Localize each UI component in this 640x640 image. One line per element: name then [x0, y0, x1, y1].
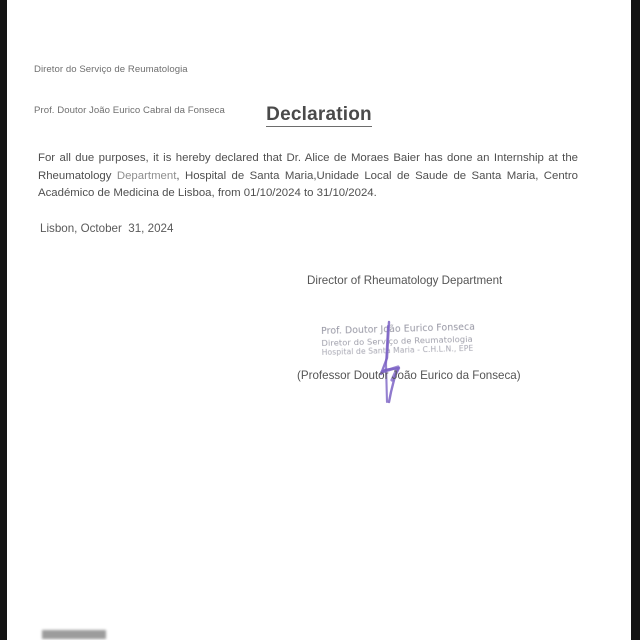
stamp-line-3: Hospital de Santa Maria - C.H.L.N., EPE [321, 344, 474, 358]
declaration-body-highlight: Department [116, 169, 177, 182]
signatory-role-line: Director of Rheumatology Department [307, 274, 503, 287]
stamp-line-1: Prof. Doutor João Eurico Fonseca [321, 321, 476, 337]
page-title [7, 104, 631, 126]
letterhead-line-2: Prof. Doutor João Eurico Cabral da Fonseca [34, 104, 225, 116]
declaration-body-part-1: For all due purposes, it is hereby declared that Dr. Alice de Moraes Baier has done an Internship at the Rheumatology [38, 152, 578, 182]
declaration-body [38, 150, 578, 203]
official-stamp [321, 320, 522, 358]
signatory-name: (Professor Doutor João Eurico da Fonseca) [297, 369, 521, 382]
letterbox-band-right [631, 0, 640, 640]
page-title-text: Declaration [266, 104, 372, 125]
letterhead-line-1: Diretor do Serviço de Reumatologia [34, 64, 188, 76]
document-letterhead [34, 36, 225, 145]
document-page [7, 0, 631, 640]
footer-artifact [42, 630, 106, 639]
letterbox-band-left [0, 0, 7, 640]
stamp-line-2: Diretor do Serviço de Reumatologia [321, 333, 473, 348]
date-line: Lisbon, October 31, 2024 [40, 222, 174, 235]
declaration-body-part-2: , Hospital de Santa Maria,Unidade Local de Saude de Santa Maria, Centro Académico de Medicina de Lisboa, from 01/10/2024 to 31/10/2024. [38, 169, 578, 200]
